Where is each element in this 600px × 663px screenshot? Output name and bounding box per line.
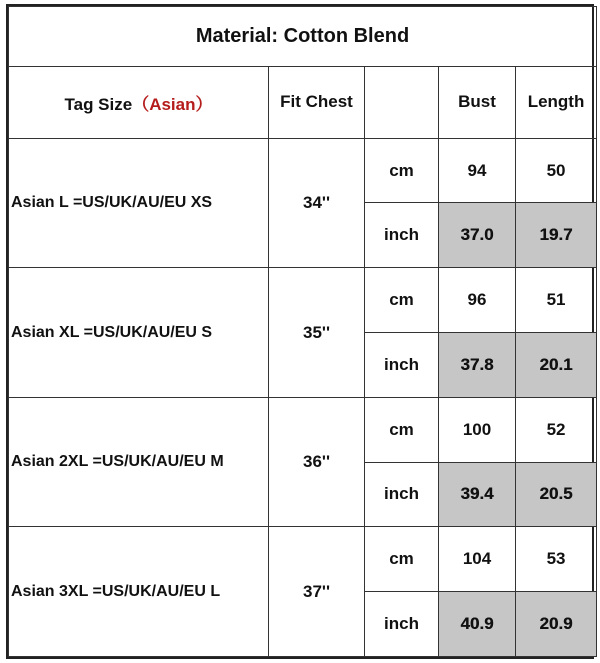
table-title: Material: Cotton Blend <box>9 7 597 67</box>
unit-cell: cm <box>365 527 439 592</box>
size-table <box>8 6 597 657</box>
size-chart <box>6 4 594 659</box>
bust-cell <box>439 203 516 268</box>
bust-value: 40.9 <box>460 614 494 634</box>
table-row <box>9 527 597 592</box>
header-row <box>9 66 597 138</box>
bust-cell: 100 <box>439 397 516 462</box>
table-row <box>9 268 597 333</box>
length-value: 19.7 <box>539 225 573 245</box>
bust-cell: 104 <box>439 527 516 592</box>
bust-cell <box>439 592 516 657</box>
unit-cell: inch <box>365 203 439 268</box>
fit-chest-cell: 35'' <box>269 268 365 398</box>
header-length: Length <box>516 66 597 138</box>
length-value: 20.1 <box>539 354 573 374</box>
bust-value: 37.8 <box>460 354 494 374</box>
tag-size-cell: Asian 3XL =US/UK/AU/EU L <box>9 527 269 657</box>
title-row <box>9 7 597 67</box>
bust-value: 37.0 <box>460 225 494 245</box>
unit-cell: cm <box>365 138 439 203</box>
table-row <box>9 138 597 203</box>
length-cell <box>516 592 597 657</box>
bust-cell: 94 <box>439 138 516 203</box>
length-cell <box>516 462 597 527</box>
header-tag-size-label: Tag Size <box>64 94 133 114</box>
header-fit-chest: Fit Chest <box>269 66 365 138</box>
header-unit <box>365 66 439 138</box>
tag-size-cell: Asian XL =US/UK/AU/EU S <box>9 268 269 398</box>
unit-cell: cm <box>365 268 439 333</box>
length-cell: 50 <box>516 138 597 203</box>
length-cell: 53 <box>516 527 597 592</box>
header-tag-size <box>9 66 269 138</box>
unit-cell: inch <box>365 462 439 527</box>
header-tag-size-note: （Asian） <box>132 94 213 114</box>
bust-cell <box>439 333 516 398</box>
unit-cell: inch <box>365 592 439 657</box>
length-cell: 52 <box>516 397 597 462</box>
tag-size-cell: Asian 2XL =US/UK/AU/EU M <box>9 397 269 527</box>
bust-value: 39.4 <box>460 484 494 504</box>
fit-chest-cell: 34'' <box>269 138 365 268</box>
unit-cell: cm <box>365 397 439 462</box>
bust-cell: 96 <box>439 268 516 333</box>
tag-size-cell: Asian L =US/UK/AU/EU XS <box>9 138 269 268</box>
bust-cell <box>439 462 516 527</box>
length-cell <box>516 203 597 268</box>
length-value: 20.9 <box>539 614 573 634</box>
header-bust: Bust <box>439 66 516 138</box>
length-cell: 51 <box>516 268 597 333</box>
length-value: 20.5 <box>539 484 573 504</box>
length-cell <box>516 333 597 398</box>
unit-cell: inch <box>365 333 439 398</box>
fit-chest-cell: 36'' <box>269 397 365 527</box>
fit-chest-cell: 37'' <box>269 527 365 657</box>
table-row <box>9 397 597 462</box>
